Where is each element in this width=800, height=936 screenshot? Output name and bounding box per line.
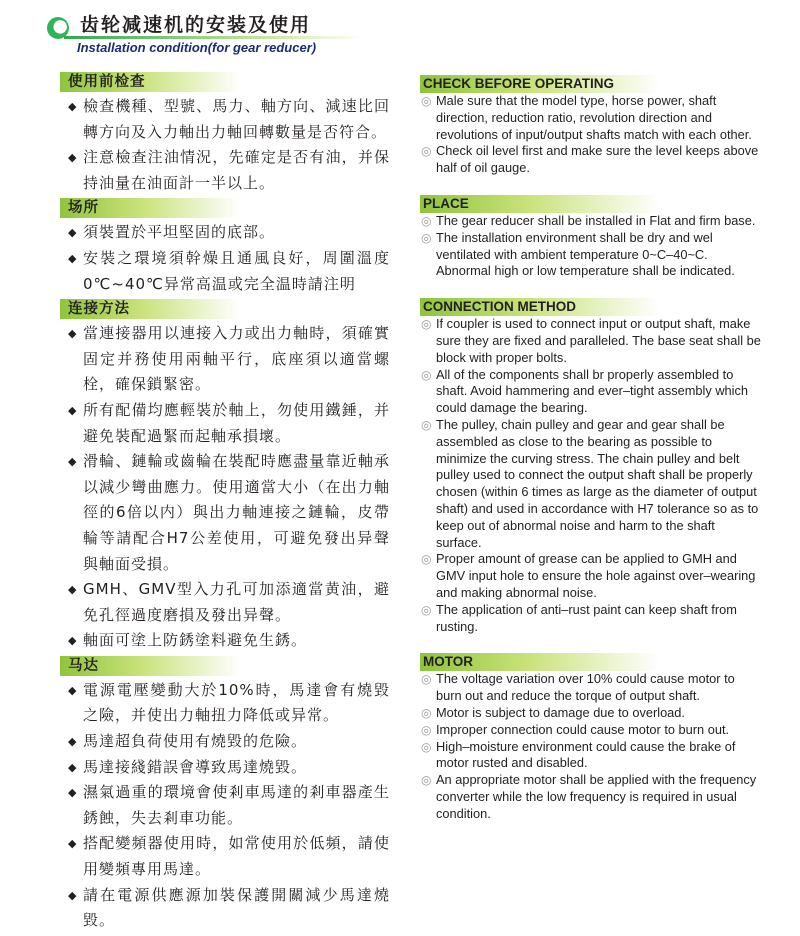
- section-body-cn: [68, 94, 390, 196]
- circle-bullet-icon: ◎: [421, 602, 432, 617]
- diamond-bullet-icon: ◆: [68, 100, 78, 113]
- item-text: The pulley, chain pulley and gear and gear shall be assembled as close to the bearing as possible to minimize the curving stress. The chain pulley and belt pulley used to connect the output shaft shall be properly chosen (within 6 times as large as the diameter of output shaft) and used in accordance with H7 tolerance so as to keep out of abnormal noise and harm to the shaft surface.: [436, 416, 759, 550]
- item-text: 安裝之環境須幹燥且通風良好，周圍溫度0℃~40℃异常高温或完全温時請注明: [83, 248, 390, 293]
- diamond-bullet-icon: ◆: [68, 226, 78, 240]
- list-item: [421, 93, 761, 143]
- list-item: [421, 671, 761, 705]
- section-heading-en: MOTOR: [420, 653, 660, 671]
- item-text: Male sure that the model type, horse power, shaft direction, reduction ratio, revolution direction and revolutions of input/output shafts match with each other.: [436, 93, 752, 142]
- item-text: The voltage variation over 10% could cause motor to burn out and reduce the torque of output shaft.: [436, 671, 735, 704]
- item-text: 馬達超負荷使用有燒毀的危險。: [83, 732, 308, 751]
- section-heading-cn: 马达: [60, 656, 240, 676]
- list-item: [68, 780, 390, 831]
- circle-bullet-icon: ◎: [421, 317, 432, 332]
- circle-bullet-icon: ◎: [421, 144, 432, 159]
- circle-bullet-icon: ◎: [421, 552, 432, 567]
- circle-bullet-icon: ◎: [421, 739, 432, 754]
- circle-bullet-icon: ◎: [421, 94, 432, 108]
- list-item: [68, 321, 390, 398]
- list-item: [421, 213, 761, 230]
- list-item: [421, 551, 761, 601]
- item-text: All of the components shall br properly assembled to shaft. Avoid hammering and ever–tight assembly which could damage the bearing.: [436, 366, 749, 416]
- list-item: [421, 367, 761, 417]
- diamond-bullet-icon: ◆: [68, 583, 78, 597]
- item-text: 搭配變頻器使用時，如常使用於低頻，請使用變頻專用馬達。: [83, 834, 390, 879]
- english-column: [420, 72, 765, 840]
- list-item: [68, 145, 390, 196]
- list-item: [68, 729, 390, 755]
- item-text: 注意檢查注油情況，先確定是否有油，并保持油量在油面計一半以上。: [83, 148, 390, 192]
- section-body-en: [421, 213, 761, 280]
- title-rule: [64, 36, 364, 39]
- list-item: [68, 94, 390, 145]
- item-text: The gear reducer shall be installed in Flat and firm base.: [436, 212, 756, 228]
- content-columns: [0, 72, 800, 936]
- section-heading-cn: 场所: [60, 198, 240, 218]
- section-heading-en: CONNECTION METHOD: [420, 298, 660, 316]
- item-text: 須裝置於平坦堅固的底部。: [83, 223, 276, 242]
- diamond-bullet-icon: ◆: [68, 760, 78, 774]
- diamond-bullet-icon: ◆: [68, 837, 78, 851]
- section-body-en: [421, 93, 761, 177]
- list-item: [421, 230, 761, 280]
- list-item: [68, 628, 390, 654]
- item-text: Improper connection could cause motor to burn out.: [436, 721, 730, 737]
- list-item: [68, 449, 390, 577]
- list-item: [421, 316, 761, 366]
- item-text: 濕氣過重的環境會使剎車馬達的剎車器產生銹蝕，失去剎車功能。: [83, 783, 390, 827]
- diamond-bullet-icon: ◆: [68, 634, 78, 648]
- list-item: [68, 883, 390, 934]
- list-item: [421, 772, 761, 822]
- item-text: 軸面可塗上防銹塗料避免生銹。: [83, 631, 308, 650]
- section-body-en: [421, 316, 761, 635]
- section-heading-cn: 使用前检查: [60, 72, 240, 92]
- list-item: [68, 831, 390, 882]
- item-text: Proper amount of grease can be applied to GMH and GMV input hole to ensure the hole against over–wearing and making abnormal noise.: [436, 551, 756, 600]
- list-item: [421, 143, 761, 177]
- circle-bullet-icon: ◎: [421, 367, 432, 382]
- item-text: The installation environment shall be dry and wel ventilated with ambient temperature 0~C–40~C. Abnormal high or low temperature shall be indicated.: [436, 229, 735, 279]
- circle-bullet-icon: ◎: [421, 230, 432, 245]
- list-item: [68, 398, 390, 449]
- item-text: Motor is subject to damage due to overload.: [436, 704, 685, 720]
- list-item: [421, 739, 761, 773]
- item-text: High–moisture environment could cause the brake of motor rusted and disabled.: [436, 738, 736, 771]
- item-text: GMH、GMV型入力孔可加添適當黄油，避免孔徑過度磨損及發出异聲。: [83, 580, 390, 624]
- item-text: 電源電壓變動大於10%時，馬達會有燒毀之險，并使出力軸扭力降低或异常。: [83, 680, 390, 725]
- diamond-bullet-icon: ◆: [68, 735, 78, 749]
- diamond-bullet-icon: ◆: [68, 251, 78, 265]
- list-item: [421, 602, 761, 636]
- list-item: [421, 722, 761, 739]
- list-item: [68, 220, 390, 246]
- diamond-bullet-icon: ◆: [68, 683, 78, 697]
- item-text: 當連接器用以連接入力或出力軸時，須確實固定并務使用兩軸平行，底座須以適當螺栓，確保鎖緊密。: [83, 324, 390, 394]
- section-body-en: [421, 671, 761, 822]
- circle-bullet-icon: ◎: [421, 672, 432, 687]
- diamond-bullet-icon: ◆: [68, 151, 78, 165]
- circle-bullet-icon: ◎: [421, 705, 432, 720]
- item-text: Check oil level first and make sure the level keeps above half of oil gauge.: [436, 143, 759, 176]
- section-body-cn: [68, 220, 390, 297]
- diamond-bullet-icon: ◆: [68, 403, 78, 417]
- diamond-bullet-icon: ◆: [68, 888, 78, 902]
- list-item: [421, 705, 761, 722]
- circle-bullet-icon: ◎: [421, 213, 432, 228]
- diamond-bullet-icon: ◆: [68, 455, 78, 469]
- circle-bullet-icon: ◎: [421, 417, 432, 432]
- circle-bullet-icon: ◎: [421, 773, 432, 788]
- item-text: 檢查機種、型號、馬力、軸方向、減速比回轉方向及入力軸出力軸回轉數量是否符合。: [83, 97, 390, 141]
- chinese-column: [60, 72, 390, 936]
- section-body-cn: [68, 321, 390, 654]
- diamond-bullet-icon: ◆: [68, 786, 78, 800]
- diamond-bullet-icon: ◆: [68, 327, 78, 341]
- section-heading-en: PLACE: [420, 195, 660, 213]
- list-item: [421, 417, 761, 551]
- item-text: 馬達接綫錯誤會導致馬達燒毀。: [83, 757, 308, 776]
- item-text: If coupler is used to connect input or output shaft, make sure they are fixed and paralleled. The base seat shall be block with proper bolts.: [436, 316, 761, 365]
- item-text: 所有配備均應輕裝於軸上，勿使用鐵錘，并避免裝配過緊而起軸承損壞。: [83, 400, 390, 445]
- list-item: [68, 755, 390, 781]
- circle-bullet-icon: ◎: [421, 722, 432, 737]
- item-text: An appropriate motor shall be applied with the frequency converter while the low frequency is required in usual condition.: [436, 772, 757, 821]
- page-title: 齿轮减速机的安装及使用: [80, 14, 312, 36]
- list-item: [68, 577, 390, 628]
- list-item: [68, 678, 390, 729]
- item-text: The application of anti–rust paint can keep shaft from rusting.: [436, 601, 737, 634]
- section-heading-en: CHECK BEFORE OPERATING: [420, 75, 660, 93]
- item-text: 滑輪、鏈輪或齒輪在裝配時應盡量靠近軸承以減少彎曲應力。使用適當大小（在出力軸徑的6倍以内）與出力軸連接之鏈輪，皮帶輪等請配合H7公差使用，可避免發出异聲與軸面受損。: [83, 452, 390, 573]
- section-body-cn: [68, 678, 390, 934]
- item-text: 請在電源供應源加裝保護開關減少馬達燒毀。: [83, 885, 390, 930]
- list-item: [68, 246, 390, 297]
- section-heading-cn: 连接方法: [60, 299, 240, 319]
- page-subtitle: Installation condition(for gear reducer): [77, 40, 317, 55]
